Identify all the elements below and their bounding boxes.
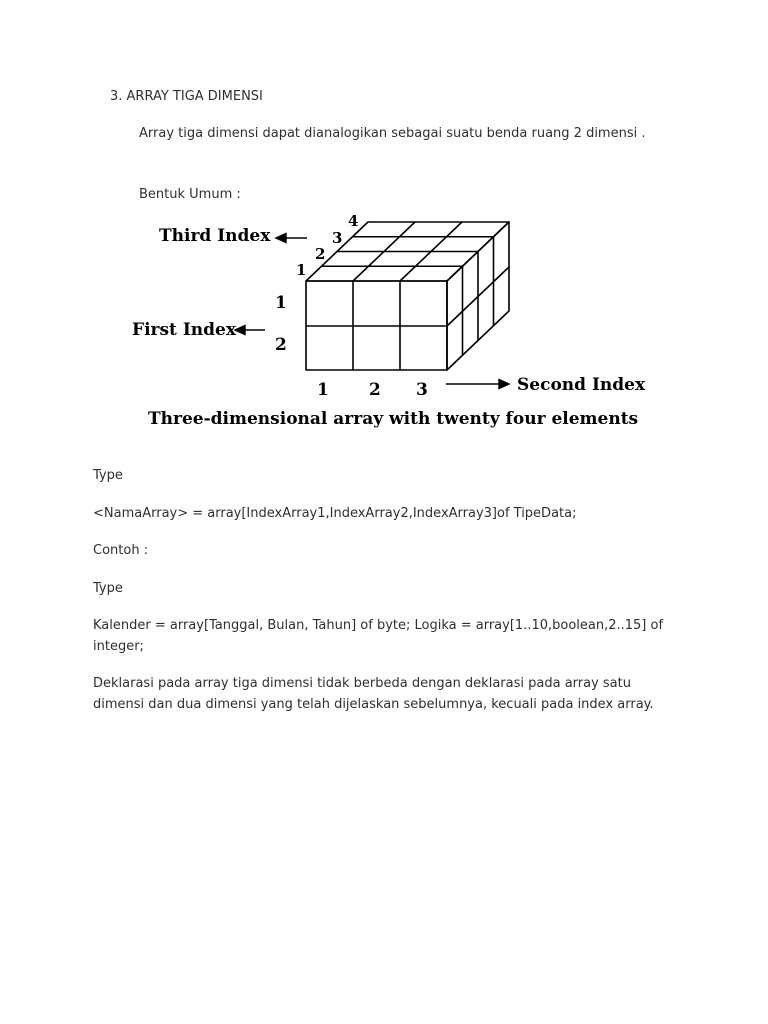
first-index-label: First Index — [132, 320, 236, 340]
general-form-label: Bentuk Umum : — [139, 187, 241, 202]
depth-number: 4 — [348, 212, 359, 230]
first-index-arrow-icon — [235, 326, 245, 335]
row-number: 1 — [275, 293, 287, 313]
example-label: Contoh : — [93, 543, 149, 558]
depth-number: 3 — [332, 229, 343, 247]
column-number: 2 — [369, 380, 381, 400]
depth-number: 1 — [296, 261, 307, 279]
type-label: Type — [93, 581, 123, 596]
third-index-arrow-icon — [276, 234, 286, 243]
depth-number: 2 — [315, 245, 326, 263]
third-index-label: Third Index — [159, 226, 271, 246]
figure-caption: Three-dimensional array with twenty four elements — [148, 409, 639, 429]
section-heading: 3. ARRAY TIGA DIMENSI — [110, 89, 263, 104]
type-label: Type — [93, 468, 123, 483]
syntax-line: <NamaArray> = array[IndexArray1,IndexArray2,IndexArray3]of TipeData; — [93, 506, 577, 521]
intro-paragraph: Array tiga dimensi dapat dianalogikan sebagai suatu benda ruang 2 dimensi . — [139, 126, 646, 141]
column-number: 1 — [317, 380, 329, 400]
example-code: Kalender = array[Tanggal, Bulan, Tahun] of byte; Logika = array[1..10,boolean,2..15] of integer; — [93, 618, 664, 654]
three-dimensional-array-figure — [120, 208, 660, 438]
row-number: 2 — [275, 335, 287, 355]
conclusion-paragraph: Deklarasi pada array tiga dimensi tidak berbeda dengan deklarasi pada array satu dimensi dan dua dimensi yang telah dijelaskan sebelumnya, kecuali pada index array. — [93, 676, 654, 712]
column-number: 3 — [416, 380, 428, 400]
second-index-label: Second Index — [517, 375, 646, 395]
second-index-arrow-icon — [499, 380, 509, 389]
